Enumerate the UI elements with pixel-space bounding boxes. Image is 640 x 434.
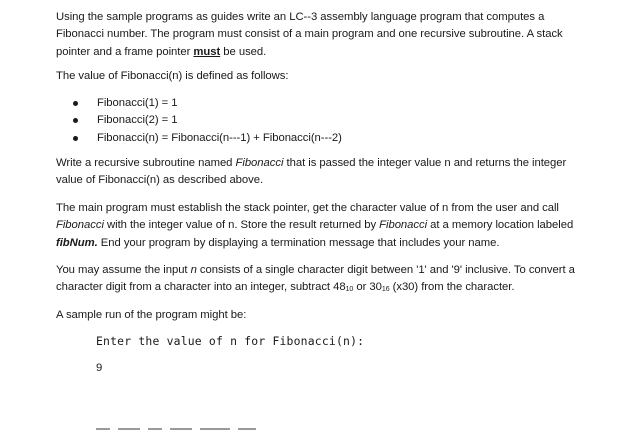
definition-list: [56, 95, 584, 148]
intro-paragraph: [56, 9, 584, 61]
list-item-text: Fibonacci(n) = Fibonacci(n---1) + Fibonacci(n---2): [97, 132, 342, 145]
subroutine-text-end: that is passed the integer value n and returns the integer value of Fibonacci(n) as described above.: [56, 157, 567, 187]
subroutine-name: Fibonacci: [56, 219, 104, 232]
memory-label: fibNum.: [56, 236, 98, 249]
intro-text: Using the sample programs as guides write an LC--3 assembly language program that computes a Fibonacci number. The program must consist of a main program and one recursive subroutine. A stack pointer and a frame pointer: [56, 11, 563, 58]
main-text-d: End your program by displaying a termination message that includes your name.: [97, 236, 500, 249]
cut-off-fragment: [170, 428, 192, 430]
list-item: [56, 112, 584, 130]
document-body: [56, 9, 584, 378]
cut-off-fragment: [118, 428, 140, 430]
main-text-c: at a memory location labeled: [427, 219, 574, 232]
assume-text-a: You may assume the input: [56, 264, 191, 277]
bullet-icon: [73, 118, 78, 123]
subroutine-paragraph: [56, 155, 584, 190]
main-program-paragraph: [56, 200, 584, 252]
cut-off-text-line: [96, 428, 296, 434]
bullet-icon: [73, 101, 78, 106]
must-emphasis: must: [193, 45, 221, 58]
list-item: [56, 95, 584, 113]
subroutine-name: Fibonacci: [235, 157, 284, 170]
cut-off-fragment: [200, 428, 230, 430]
subroutine-text: Write a recursive subroutine named: [56, 157, 236, 170]
assume-text-b: consists of a single character digit between '1' and '9' inclusive. To convert a character digit from a character into an integer, subtract 48: [56, 264, 575, 294]
cut-off-fragment: [238, 428, 256, 430]
main-text-a: The main program must establish the stack pointer, get the character value of n from the user and call: [56, 201, 559, 214]
sample-run-heading: A sample run of the program might be:: [56, 308, 247, 321]
base-10-subscript: 10: [345, 286, 354, 294]
base-16-subscript: 16: [381, 286, 390, 294]
subroutine-name: Fibonacci: [379, 219, 428, 232]
definition-heading: The value of Fibonacci(n) is defined as follows:: [56, 70, 289, 83]
assume-text-c: or 30: [353, 281, 382, 294]
main-text-b: with the integer value of n. Store the result returned by: [103, 219, 380, 232]
list-item-text: Fibonacci(1) = 1: [97, 96, 178, 109]
assume-text-d: (x30) from the character.: [389, 281, 515, 294]
variable-n: n: [190, 264, 197, 277]
cut-off-fragment: [96, 428, 110, 430]
list-item: [56, 130, 584, 148]
cut-off-fragment: [148, 428, 162, 430]
sample-input: 9: [96, 362, 103, 375]
bullet-icon: [73, 136, 78, 141]
list-item-text: Fibonacci(2) = 1: [97, 114, 178, 127]
intro-text-end: be used.: [220, 45, 267, 58]
input-assumption-paragraph: [56, 262, 584, 297]
sample-prompt: Enter the value of n for Fibonacci(n):: [96, 334, 365, 349]
